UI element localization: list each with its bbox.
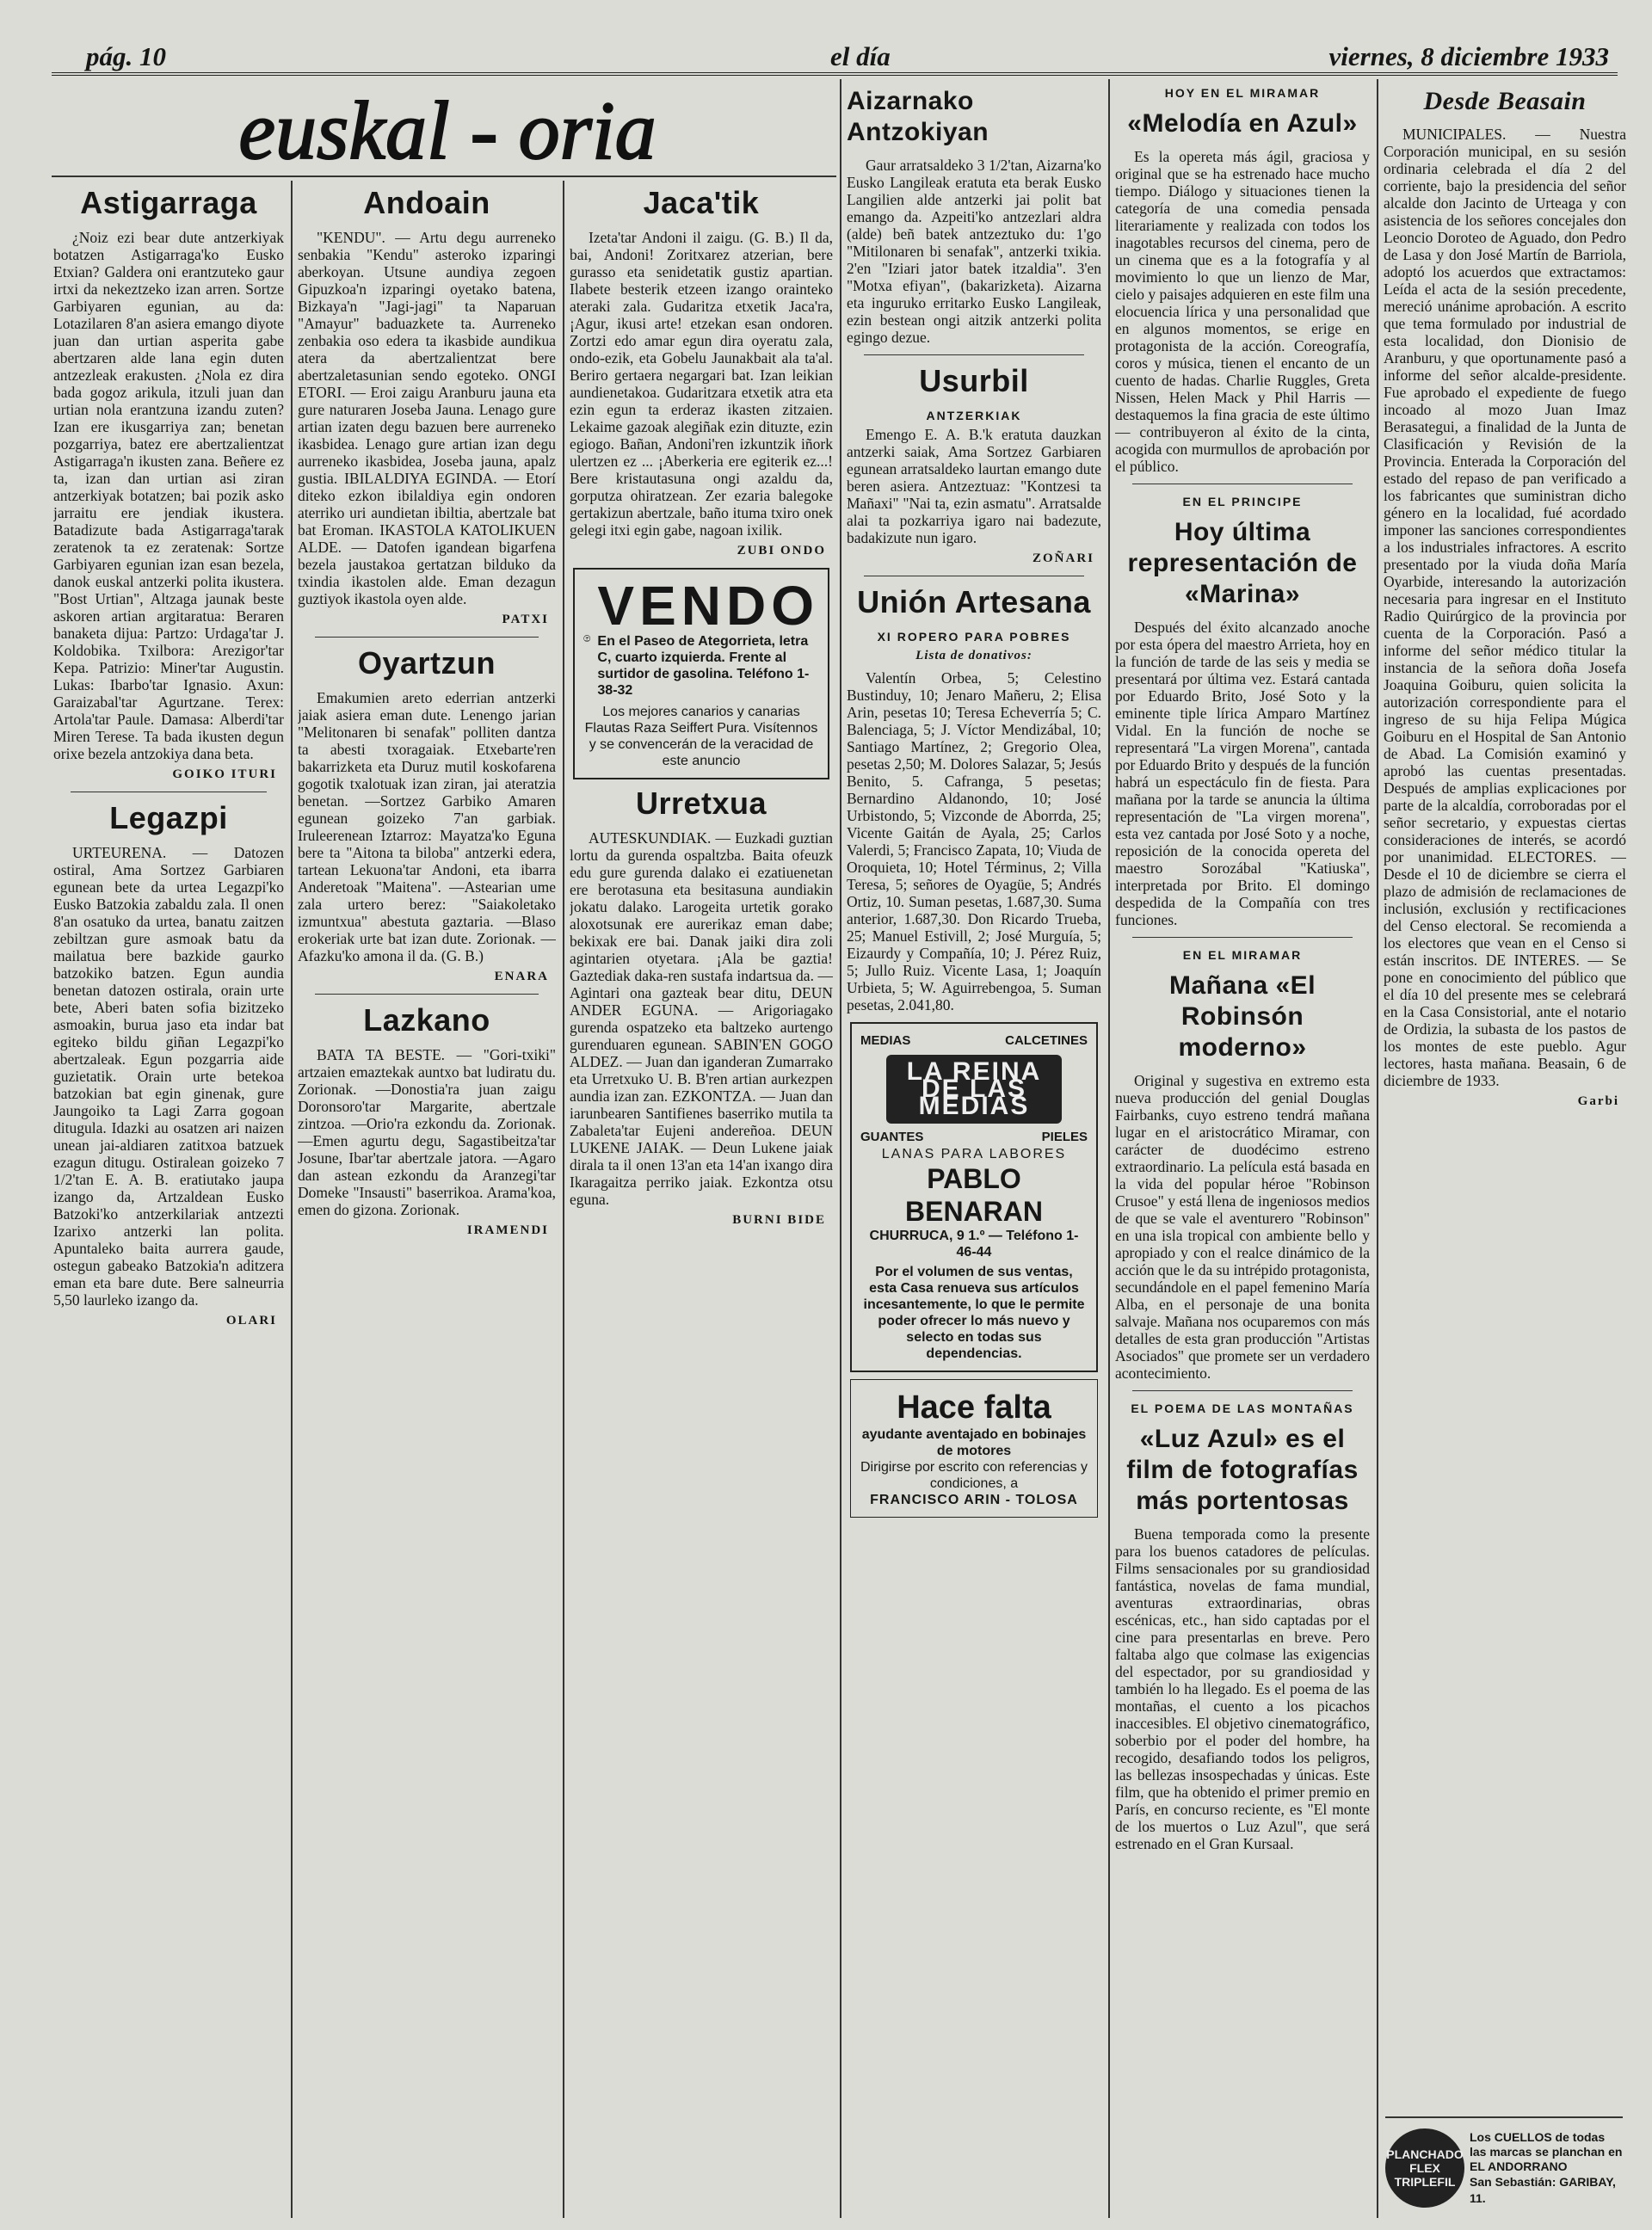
headline: Astigarraga <box>80 185 257 220</box>
ad-label: CALCETINES <box>1005 1033 1088 1048</box>
divider <box>1132 937 1353 938</box>
column-1 <box>53 179 284 2218</box>
page-header <box>52 38 1618 76</box>
article-andoain <box>298 186 556 628</box>
article-urretxua <box>570 786 833 1229</box>
flex-advertisement <box>1385 2116 1623 2218</box>
column-6 <box>1384 79 1626 2218</box>
headline: Jaca'tik <box>643 185 760 220</box>
headline: Mañana «El Robinsón moderno» <box>1168 971 1316 1062</box>
article-body: Después del éxito alcanzado anoche por esta ópera del maestro Arrieta, hoy en la función de tarde de las seis y media se presentará por última vez. Estará cantada por Eduardo Brito, José Soto y la eminente tiple lírica Amparo Martínez Vidal. En la función de noche se representará "La virgen Morena", cantada por Eduardo Brito y después de la función habrá un espectáculo fin de fiesta. Para mañana por la tarde se anuncia la última representación de "La virgen morena", esta vez cantada por José Soto y a noche, reposición de la conocida opereta del maestro Sorozábal "Katiuska", interpretada por Brito. El domingo despedida de la Compañía con tres funciones. <box>1115 619 1370 928</box>
ad-text: Los CUELLOS de todas las marcas se planchan en EL ANDORRANO <box>1470 2129 1623 2173</box>
headline: Lazkano <box>363 1002 490 1038</box>
article-body: Es la opereta más ágil, graciosa y original que se ha estrenado hace mucho tiempo. Diálogo y situaciones tienen la categoría de una comedia pensada literariamente y realizada con todos los inagotables recursos del cinema, pero de un cinema que es a la fotografía y al movimiento lo que un lienzo de Mar, cielo y paisajes adquieren en este film una elocuencia lírica y una personalidad que en algunos momentos, se erige en protagonista de la acción. Coreografía, coros y música, tienen el encanto de un cuento de hadas. Charlie Ruggles, Greta Nissen, Helen Mack y Phil Harris —destaquemos la fina gracia de este último— contribuyeron al éxito de la cinta, acogida con murmullos de aprobación por el público. <box>1115 148 1370 475</box>
headline: «Luz Azul» es el film de fotografías más portentosas <box>1126 1425 1359 1515</box>
article-aizarna <box>847 86 1101 346</box>
divider <box>315 994 539 995</box>
article-legazpi <box>53 801 284 1329</box>
hace-falta-advertisement <box>850 1379 1098 1518</box>
headline: Andoain <box>363 185 490 220</box>
ad-footer: Los mejores canarios y canarias Flautas Raza Seiffert Pura. Visítennos y se convencerán de la veracidad de este anuncio <box>584 705 818 768</box>
article-body: Emakumien areto ederrian antzerki jaiak asiera eman dute. Lenengo jarian "Melitonaren bi senafak" polliten dantza ta abesti txoragaiak. Etxebarte'ren bakarrizketa eta Duruz mutil koskofarena gogotik txalotuak izan ziran, jai ateratzia benetan. —Sortzez Garbiko Amaren egunean goizeko 7'an garbiak. Iruleerenean Iztarroz: Mayatza'ko Eguna bere ta "Aitona ta biloba" antzerki edera, tartean Lekuona'tar Andoni, eta ibarra Anderetoak "Maitena". —Astearian ume zala urtero berez: "Saiakoletako izmuntxua" abestuta gaztaria. —Blaso erokeriak urte bat izan dute. Zorionak. —Afazku'ko amona il da. (G. B.) <box>298 689 556 964</box>
divider <box>864 354 1084 355</box>
headline: Oyartzun <box>357 645 496 681</box>
headline: Desde Beasain <box>1423 87 1587 115</box>
kicker: EN EL PRINCIPE <box>1182 495 1303 508</box>
article-desde-beasain <box>1384 86 1626 1110</box>
byline: GOIKO ITURI <box>172 767 277 781</box>
article-body: "KENDU". — Artu degu aurreneko senbakia "Kendu" asteroko izparingi aberkoyan. Utsune aundiya zegoen Gipuzkoa'n izparingi oyetako batena, Bizkaya'n "Jagi-jagi" ta Naparuan "Amayur" baduazkete ta. Aurreneko zenbakia oso edera ta ikasbide aundikua atera da abertzalientzat bere abertzaletasunian sendo egoteko. ONGI ETORI. — Eroi zaigu Aranburu jauna eta gure naturaren Joseba Jauna. Lenago gure artian izaten degu bazuen bere aurreneko ikasbidea. Lenago gure artian izan degu aurreneko ikasbidea, Joseba jauna, apalz gustia. IBILALDIYA EGINDA. — Etorí diteko ezkon ibilaldiya egin ondoren aterriko uri aundietan ibiltia, abertzale bat bat Eroman. IKASTOLA KATOLIKUEN ALDE. — Datofen igandean bigarfena bezela jaustakoa gertatzan bilduko da txindia ikastolen alde. Eman dezagun guztiyok ikastola oyen alde. <box>298 229 556 607</box>
kicker: EL POEMA DE LAS MONTAÑAS <box>1131 1401 1354 1415</box>
ad-text: ayudante aventajado en bobinajes de motores <box>861 1427 1087 1458</box>
kicker: XI ROPERO PARA POBRES <box>877 630 1071 644</box>
byline: Garbi <box>1577 1094 1619 1108</box>
column-2 <box>298 179 556 2218</box>
column-5 <box>1115 79 1370 2218</box>
headline: Hoy última representación de «Marina» <box>1127 518 1358 608</box>
kicker: ANTZERKIAK <box>926 409 1022 422</box>
headline: Usurbil <box>919 363 1029 398</box>
page-number: pág. 10 <box>86 41 166 71</box>
article-lazkano <box>298 1003 556 1239</box>
newspaper-name: el día <box>830 41 891 71</box>
kicker: HOY EN EL MIRAMAR <box>1164 86 1321 100</box>
byline: BURNI BIDE <box>732 1213 826 1227</box>
masthead-title: euskal - oria <box>238 84 656 176</box>
ad-brand: LA REINA DE LAS MEDIAS <box>886 1055 1062 1124</box>
headline: Legazpi <box>109 800 228 835</box>
byline: PATXI <box>502 613 549 626</box>
ad-note: Por el volumen de sus ventas, esta Casa renueva sus artículos incesantemente, lo que le permite poder ofrecer lo más nuevo y selecto en todas sus dependencias. <box>863 1265 1085 1361</box>
article-oyartzun <box>298 646 556 985</box>
article-body: AUTESKUNDIAK. — Euzkadi guztian lortu da gurenda ospaltzba. Baita ofeuzk edu gure gurenda dalako ei ezatiuenetan ere berotasuna eta besitasuna aundiakin jokatu dalako. Larogeita urtetik gorako aloxotsunak ere aurerikaz eman dabe; bekixak ere bai. Danak jaiki dira zoli agintarien otyetara. ¡Ala be gaztia! Gaztediak daka-ren sustafa indartsua da. —Agintari ona gazteak bear ditu, DEUN ANDER EGUNA. — Arigoriagako gurenda ospatzeko eta baltzeko aurtengo gurenduaren egunean. SABIN'EN GOGO ALDEZ. — Juan dan iganderan Zumarrako eta Urretxuko U. B. B'ren artian aurkezpen aundia izan zan. EZKONTZA. — Juan dan iarunbearen Santifienes baserriko mutila ta Zabaleta'tar Eujeni andereñoa. DEUN LUKENE JAIAK. — Deun Lukene jaiak dirala ta il onen 13'an eta 14'an ixango dira Ikaragaitza perriko jaiak. Ezkontza otsu eguna. <box>570 829 833 1208</box>
article-body: URTEURENA. — Datozen ostiral, Ama Sortzez Garbiaren egunean bete da urtea Legazpi'ko Eusko Batzokia zabaldu zala. Il onen 8'an osatuko da urtea, banatu zaitzen zebiltzan gure asmoak batu da mailatua bere bazkide gaurko batzokiko batzen. Egun aundia benetan datozen ostirala, orain urte bete, Aberi baten sofia bizitzeko asmoakin, burua jaso eta indar bat egiteko bildu giñan Legazpi'ko abertzaleak. Egun pozgarria aide guzietatik. Orain urte betekoa batzokian bat egin ginenak, gure Jaungoiko ta Lagi Zarra gogoan ditugula. Idazki au osatzen ari naizen unean jai-aldiaren zatitxoa batzuek ezagun ditugu. Ostiralean goizeko 7 1/2'tan E. A. B. eratiutako jaupa izango da, Artzaldean Eusko Batzoki'ko antzerkilariak antzezti Izarixo antzerki lan polita. Apuntaleko baita aurrera gaude, ostegun gabeako Batzokia'n aditzera eman eta bare dute. Bere salneurria 5,50 laurleko izango da. <box>53 844 284 1309</box>
ad-address: San Sebastián: GARIBAY, 11. <box>1470 2174 1616 2205</box>
ad-address: CHURRUCA, 9 1.º — Teléfono 1-46-44 <box>869 1229 1079 1260</box>
headline: «Melodía en Azul» <box>1127 109 1358 138</box>
article-melodia-en-azul <box>1115 84 1370 475</box>
ad-brand: PLANCHADO FLEX TRIPLEFIL <box>1385 2128 1464 2208</box>
euskal-oria-masthead <box>60 83 835 177</box>
ad-headline: VENDO <box>597 575 819 637</box>
article-body: Gaur arratsaldeko 3 1/2'tan, Aizarna'ko Eusko Langileak eratuta eta berak Eusko Langilien alde antzerki jai polit bat emango da. Azpeiti'ko antzezlari aldra (alde) beñ batek antzeztuko du: 1'go "Mitilonaren bi senafak", antzerki txikia. 2'en "Iziari jator batek itzaldia". 3'en "Motxa efiyan", (bakarizketa). Aizarna eta inguruko erritarko Eusko Langileak, ezin bestean ongi aitzik antzerki polita egingo dezue. <box>847 157 1101 346</box>
article-jaca <box>570 186 833 559</box>
column-rule <box>1377 79 1378 2218</box>
article-body: BATA TA BESTE. — "Gori-txiki" artzaien emaztekak auntxo bat ludiratu du. Zorionak. —Donostia'ra juan zaigu Doronsoro'tar Margarite, abertzale zintzoa. —Orio'ra ezkondu da. Zorionak. —Emen agurtu degu, Sagastibeitza'tar Josune, Ibar'tar abertzale jatora. —Agaro dan astean ezkondu da Aranzegi'tar Domeke "Insausti" baserrikoa. Arama'koa, emen do gizona. Zorionak. <box>298 1046 556 1218</box>
byline: ENARA <box>494 970 549 983</box>
headline: Aizarnako Antzokiyan <box>847 87 989 146</box>
article-astigarraga <box>53 186 284 783</box>
article-union-artesana <box>847 585 1101 1013</box>
byline: ZOÑARI <box>1032 551 1094 565</box>
column-rule <box>291 181 293 2218</box>
ad-text: En el Paseo de Ategorrieta, letra C, cuarto izquierda. Frente al surtidor de gasolina. Teléfono 1-38-32 <box>597 634 810 698</box>
column-4 <box>847 79 1101 2218</box>
byline: OLARI <box>225 1314 277 1328</box>
ad-label: MEDIAS <box>860 1033 911 1048</box>
article-luz-azul <box>1115 1400 1370 1852</box>
article-body: Izeta'tar Andoni il zaigu. (G. B.) Il da, bai, Andoni! Zoritxarez atzerian, bere gurasso eta senidetatik gustiz apartian. Ilabete besterik etzeen izango orainteko ateraki zala. Gudaritza etxetik Jaca'ra, ¡Agur, ikusi arte! etzekan esan ondoren. Zortzi edo amar egun dira oyeratu zala, ondo-ezik, eta Gobelu Jaunakbait ala ta'al. Beriro gertaera negargari bat. Izan leikian aundienetakoa. Gudaritzara etxetik atra eta ezin egun ta erderaz ikasten zitzaien. Lekaime gazoak alegiñak ezin dituzte, ezin egiogo. Bañan, Andoni'ren izkuntzik iñork ulertzen ez ... ¡Aberkeria ere egiterik ez...! Bere kristautasuna ongi azaldu da, gorputza ohiratzean. Zer ezaria balegoke gertakizun abertzale, baño ituma txiro onek gelegi itxi egin gabe, nagoan ixilik. <box>570 229 833 539</box>
column-rule <box>840 79 841 2218</box>
article-marina <box>1115 493 1370 928</box>
headline: Unión Artesana <box>857 584 1091 619</box>
kicker: EN EL MIRAMAR <box>1182 948 1303 962</box>
masthead-rule <box>52 176 836 177</box>
issue-date: viernes, 8 diciembre 1933 <box>1328 41 1609 71</box>
canary-illustration <box>583 587 590 690</box>
ad-contact: Dirigirse por escrito con referencias y condiciones, a <box>860 1460 1088 1491</box>
ad-line: LANAS PARA LABORES <box>881 1147 1067 1161</box>
ad-name: PABLO BENARAN <box>905 1163 1043 1227</box>
article-body: Original y sugestiva en extremo esta nueva producción del genial Douglas Fairbanks, cuyo estreno tendrá mañana lugar en el aristocrático Miramar, con carácter de duodécimo estreno extraordinario. La película está basada en la vida del popular héroe "Robinson Crusoe" y está llena de ingeniosos medios de que se vale el aventurero "Robinson" en una isla tropical con ambiente bello y apropiado y con el realce dinámico de la acción que le da su intrépido protagonista, secundándole en el papel femenino María Alba, en el personaje de una bonita salvaje. Mañana nos ocuparemos con más detalles de esta gran producción "Artistas Asociados" que promete ser un verdadero acontecimiento. <box>1115 1072 1370 1382</box>
reina-de-las-medias-advertisement <box>850 1022 1098 1372</box>
article-body: Valentín Orbea, 5; Celestino Bustinduy, 10; Jenaro Mañeru, 2; Elisa Arin, pesetas 10; Teresa Echeverría 5; C. Balenciaga, 5; J. Víctor Mendizábal, 10; Santiago Martínez, 2; Gregorio Olea, pesetas 2,50; M. Dolores Salazar, 5; Jesús Benito, 5. Cafranga, 5 pesetas; Bernardino Aldanondo, 10; José Urbistondo, 5; Vizconde de Aborrda, 25; Vicente Gaitán de Ayala, 25; Carlos Valerdi, 5; Francisco Zapata, 10; Viuda de Oroquieta, 10; Hotel Términus, 2; Villa Teresa, 5; señores de Oyagüe, 5; Andrés Ortiz, 10. Suman pesetas, 1.687,30. Suma anterior, 1.687,30. Don Ricardo Trueba, 25; Manuel Estivill, 2; José Murguía, 5; Eizaurdy y Compañía, 10; J. Pérez Ruiz, 5; Jullo Ruiz. Vicente Lasa, 1; Joaquín Urbieta, 5; W. Aguirrebengoa, 5. Suman pesetas, 2.041,80. <box>847 669 1101 1013</box>
column-3 <box>570 179 833 2218</box>
column-rule <box>563 181 564 2218</box>
divider <box>315 637 539 638</box>
headline: Urretxua <box>635 785 767 821</box>
subheading: Lista de donativos: <box>915 649 1032 662</box>
article-body: Emengo E. A. B.'k eratuta dauzkan antzerki saiak, Ama Sortzez Garbiaren egunean arratsaldeko laurtan emango dute beren asiera. Antzeztuaz: "Kontzesi ta Mañaxi" "Nai ta, ezin asmatu". Arratsalde alai ta pozkarriya igaro nai badezute, badakizute nun igaro. <box>847 426 1101 546</box>
article-body: Buena temporada como la presente para los buenos catadores de películas. Films sensacionales por su grandiosidad fantástica, novelas de fama mundial, aventuras extraordinarias, obras escénicas, etc., han sido captadas por el cine para presentarlas en breve. Pero faltaba algo que colmase las exigencias del espectador, por su grandiosidad y también lo ha llegado. Es el poema de las montañas, el cuento a los picachos inaccesibles. El objetivo cinematográfico, soberbio por el poder del hombre, ha recogido, desafiando todos los peligros, las bellezas insospechadas y únicas. Este film, que ha obtenido el primer premio en París, en concurso reciente, es "El monte de los muertos o Luz Azul", que será estrenado en el Gran Kursaal. <box>1115 1525 1370 1852</box>
vendo-advertisement <box>573 568 829 779</box>
article-body: ¿Noiz ezi bear dute antzerkiyak botatzen Astigarraga'ko Eusko Etxian? Galdera oni erantzuteko gaur irtxi da nekeztzeko izan arren. Sortze Garbiyaren egunian, au da: Lotazilaren 8'an asiera emango diyote juan dan urtian asperita gabe abertzaren alde lana egin duten antzezleak erakusten. ¿Nola ez dira bada gogoz arikula, itzuli juan dan urtian nola erantzuna izandu zuten? Izan ere ikusgarriya zan; benetan pozgarriya, batez ere abertzalientzat Astigarraga'n ikusten zana. Beñere ez ta, izan dan urtian asi ziran antzerkiyak botatzen; bai pozik asko jarraitu ere jendiak ikustera. Batadizute bada Astigarraga'tarak zeratenok ta ez zeratenak: Sortze Garbiyaren egunian izan esan bezela, danok euskal antzerki polita ikustera. "Bost Urtian", Altzaga jaunak beste askoren artian argitaratua: Beraren banaketa dijua: Partzo: Urdaga'tar J. Koldobika. Txilbora: Arezigor'tar Kepa. Patrizio: Miner'tar Augustin. Lukas: Ibarbo'tar Ignasio. Axun: Garaizabal'tar Agurtzane. Terex: Artola'tar Paule. Damasa: Alberdi'tar Miren Terese. Ta bada ikusten degun orixe bezela antzokiya dana beta. <box>53 229 284 762</box>
article-robinson <box>1115 946 1370 1382</box>
ad-label: PIELES <box>1041 1130 1088 1144</box>
article-body: MUNICIPALES. — Nuestra Corporación municipal, en su sesión ordinaria celebrada el día 2 del corriente, bajo la presidencia del señor alcalde don Jacinto de Urteaga y con asistencia de los señores concejales don Leoncio Doroteo de Aguado, don Pedro de Lasa y don José Martín de Barriola, adoptó los acuerdos que extractamos: Leída el acta de la sesión precedente, mereció unánime aprobación. A escrito que tema formulado por industrial de esta localidad, don Dionisio de Aranburu, y que oportunamente pasó a informe del señor alcalde-presidente. Fue aprobado el expediente de fuego incoado al mozo Juan Imaz Berasategui, a finalidad de la Junta de Clasificación y Revisión de la Provincia. Enterada la Corporación del estado del repaso de pan verificado a los fabricantes que suministran dicho género en la localidad, fué acordado imponer las sanciones correspondientes a los industriales infractores. A escrito presentado por la viuda doña María Oyarbide, interesando la autorización necesaria para ingresar en el Instituto Radio Quirúrgico de la provincia por cuenta de la Corporación. Pasó a informe del señor médico titular la instancia de la señora doña Josefa Joaquina Goiburu, quien solicita la autorización correspondiente para el ingreso de su hija Felipa Múgica Goiburu en el Hospital de San Antonio de Abad. La Comisión examinó y aprobó las cuentas presentadas. Después de amplias explicaciones por parte de la alcaldía, corroboradas por el señor secretario, y expuestas ciertas consideraciones de interés, se acordó por unanimidad. ELECTORES. — Desde el 10 de diciembre se cierra el plazo de admisión de reclamaciones de inclusión, exclusión y rectificaciones del Censo electoral. Se recomienda a los electores que vean en el Censo si están inscritos. DE INTERES. — Se pone en conocimiento del público que el día 10 del presente mes se celebrará en la Casa Consistorial, ante el notario de Ordizia, la subasta de los pastos de los montes de este pueblo. Agur lectores, hasta mañana. Beasain, 6 de diciembre de 1933. <box>1384 126 1626 1089</box>
ad-name: FRANCISCO ARIN - TOLOSA <box>870 1493 1078 1507</box>
byline: IRAMENDI <box>466 1223 549 1237</box>
byline: ZUBI ONDO <box>737 544 826 558</box>
ad-label: GUANTES <box>860 1130 924 1144</box>
divider <box>1132 1390 1353 1391</box>
ad-headline: Hace falta <box>897 1389 1051 1426</box>
article-usurbil <box>847 364 1101 567</box>
column-rule <box>1108 79 1110 2218</box>
